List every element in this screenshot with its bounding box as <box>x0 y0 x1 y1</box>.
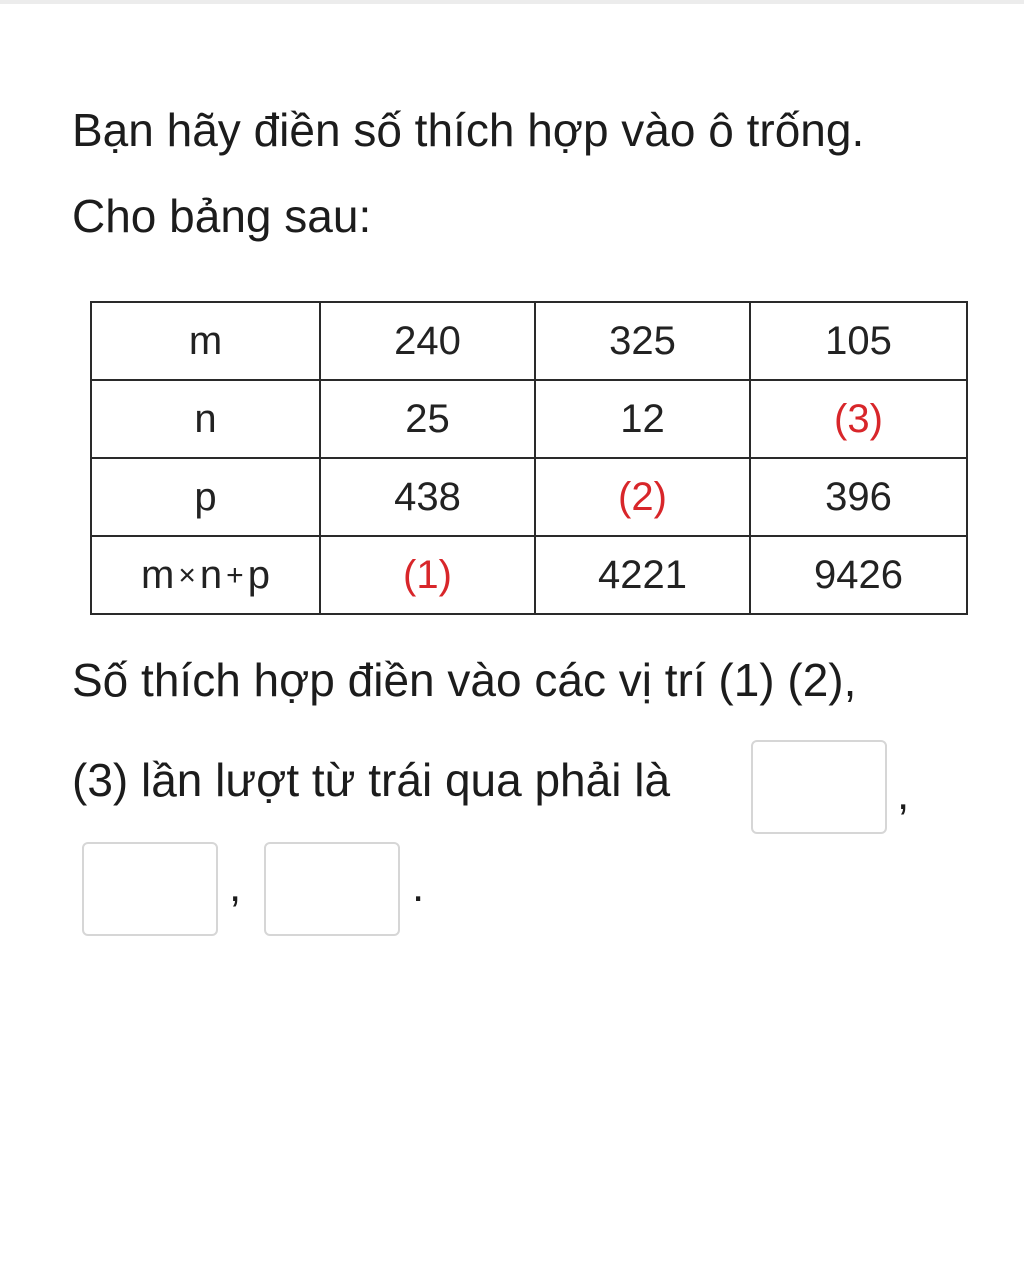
table-cell: 105 <box>750 302 967 380</box>
question-text-line-1: Số thích hợp điền vào các vị trí (1) (2), <box>72 654 857 706</box>
top-divider <box>0 0 1024 4</box>
table-cell: 438 <box>320 458 535 536</box>
row-label-p: p <box>91 458 320 536</box>
expr-m: m <box>141 552 175 597</box>
expr-p: p <box>247 552 270 597</box>
table-cell: 12 <box>535 380 750 458</box>
answer-input-3[interactable] <box>264 842 400 936</box>
times-sign: × <box>178 558 196 592</box>
table-intro-text: Cho bảng sau: <box>72 190 372 242</box>
answer-input-1[interactable] <box>751 740 887 834</box>
table-cell: 240 <box>320 302 535 380</box>
table-cell: 4221 <box>535 536 750 614</box>
table-row <box>91 380 967 458</box>
plus-sign: + <box>226 558 244 592</box>
table-row <box>91 302 967 380</box>
question-text-line-2: (3) lần lượt từ trái qua phải là <box>72 754 671 806</box>
table-cell: 9426 <box>750 536 967 614</box>
row-label-n: n <box>91 380 320 458</box>
answer-input-2[interactable] <box>82 842 218 936</box>
table-cell: 396 <box>750 458 967 536</box>
blank-marker-2: (2) <box>535 458 750 536</box>
row-label-expression <box>91 536 320 614</box>
comma-separator: , <box>229 862 242 911</box>
table-cell: 25 <box>320 380 535 458</box>
table-row <box>91 536 967 614</box>
row-label-m: m <box>91 302 320 380</box>
table-cell: 325 <box>535 302 750 380</box>
blank-marker-3: (3) <box>750 380 967 458</box>
blank-marker-1: (1) <box>320 536 535 614</box>
comma-separator: , <box>897 770 910 819</box>
expr-n: n <box>199 552 223 597</box>
values-table <box>90 301 968 615</box>
table-row <box>91 458 967 536</box>
period-mark: . <box>412 862 425 911</box>
instruction-text: Bạn hãy điền số thích hợp vào ô trống. <box>72 104 865 156</box>
